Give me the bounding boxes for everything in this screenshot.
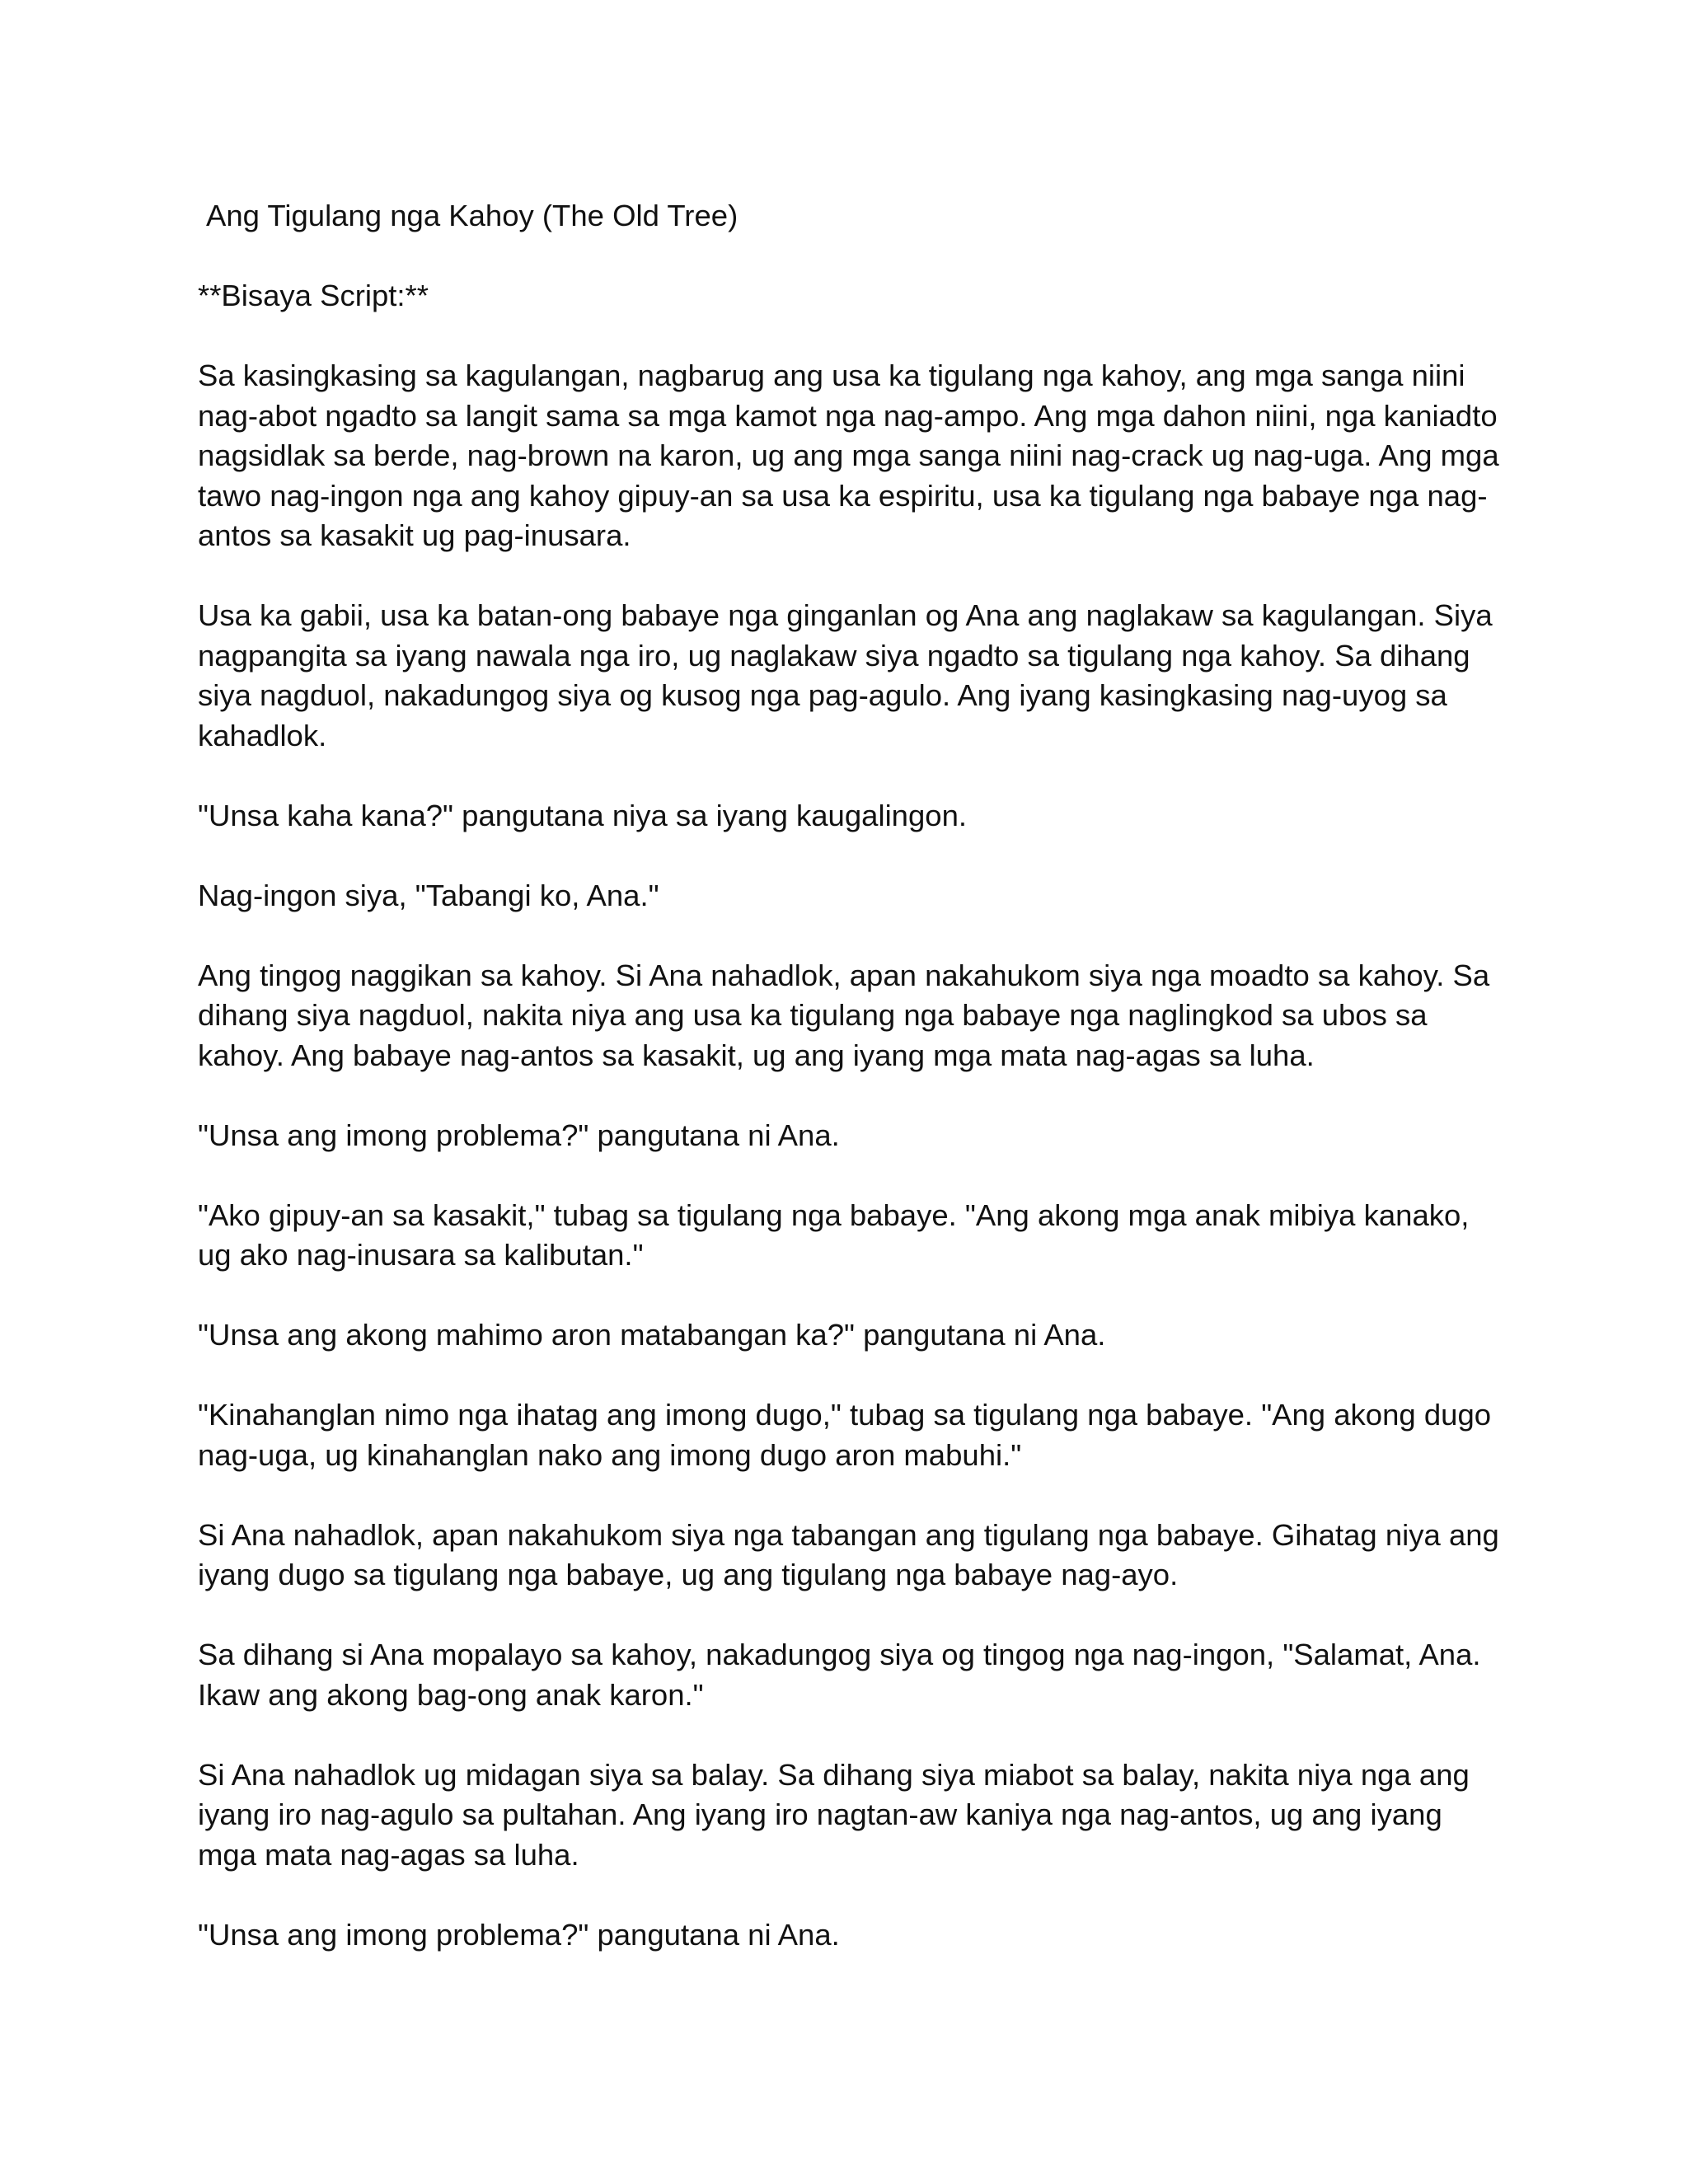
paragraph: Si Ana nahadlok ug midagan siya sa balay. Sa dihang siya miabot sa balay, nakita niya nga ang iyang iro nag-agulo sa pultahan. Ang iyang iro nagtan-aw kaniya nga nag-antos, ug ang iyang mga mata nag-agas sa luha.: [198, 1757, 1470, 1872]
paragraph: Si Ana nahadlok, apan nakahukom siya nga tabangan ang tigulang nga babaye. Gihatag niya ang iyang dugo sa tigulang nga babaye, ug ang tigulang nga babaye nag-ayo.: [198, 1517, 1499, 1591]
paragraph: Sa kasingkasing sa kagulangan, nagbarug ang usa ka tigulang nga kahoy, ang mga sanga niini nag-abot ngadto sa langit sama sa mga kamot nga nag-ampo. Ang mga dahon niini, nga kaniadto nagsidlak sa berde, nag-brown na karon, ug ang mga sanga niini nag-crack ug nag-uga. Ang mga tawo nag-ingon nga ang kahoy gipuy-an sa usa ka espiritu, usa ka tigulang nga babaye nga nag-antos sa kasakit ug pag-inusara.: [198, 359, 1499, 552]
script-heading: **Bisaya Script:**: [198, 279, 429, 312]
paragraph: "Unsa ang imong problema?" pangutana ni Ana.: [198, 1917, 840, 1952]
document-page: [198, 196, 1500, 1995]
paragraph: Sa dihang si Ana mopalayo sa kahoy, nakadungog siya og tingog nga nag-ingon, "Salamat, Ana. Ikaw ang akong bag-ong anak karon.": [198, 1638, 1481, 1712]
paragraph: "Kinahanglan nimo nga ihatag ang imong dugo," tubag sa tigulang nga babaye. "Ang akong dugo nag-uga, ug kinahanglan nako ang imong dugo aron mabuhi.": [198, 1398, 1492, 1472]
paragraph: Ang tingog naggikan sa kahoy. Si Ana nahadlok, apan nakahukom siya nga moadto sa kahoy. Sa dihang siya nagduol, nakita niya ang usa ka tigulang nga babaye nga naglingkod sa ubos sa kahoy. Ang babaye nag-antos sa kasakit, ug ang iyang mga mata nag-agas sa luha.: [198, 958, 1490, 1072]
paragraph: Usa ka gabii, usa ka batan-ong babaye nga ginganlan og Ana ang naglakaw sa kagulangan. Siya nagpangita sa iyang nawala nga iro, ug naglakaw siya ngadto sa tigulang nga kahoy. Sa dihang siya nagduol, nakadungog siya og kusog nga pag-agulo. Ang iyang kasingkasing nag-uyog sa kahadlok.: [198, 598, 1493, 752]
document-title: Ang Tigulang nga Kahoy (The Old Tree): [206, 199, 738, 232]
paragraph: "Ako gipuy-an sa kasakit," tubag sa tigulang nga babaye. "Ang akong mga anak mibiya kanako, ug ako nag-inusara sa kalibutan.": [198, 1197, 1470, 1272]
paragraph: "Unsa ang akong mahimo aron matabangan ka?" pangutana ni Ana.: [198, 1318, 1106, 1352]
paragraph: "Unsa kaha kana?" pangutana niya sa iyang kaugalingon.: [198, 798, 968, 832]
paragraph: Nag-ingon siya, "Tabangi ko, Ana.": [198, 878, 659, 912]
paragraph: "Unsa ang imong problema?" pangutana ni Ana.: [198, 1118, 840, 1152]
